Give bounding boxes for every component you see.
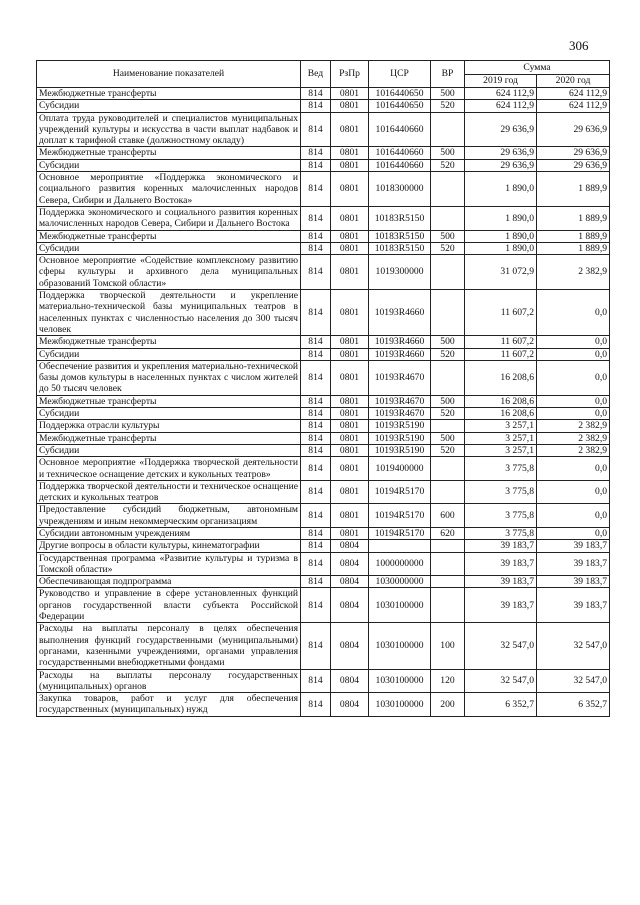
cell-y2020: 32 547,0 bbox=[537, 623, 610, 669]
cell-rzpr: 0801 bbox=[331, 230, 369, 242]
table-row bbox=[37, 147, 610, 159]
cell-y2020: 0,0 bbox=[537, 395, 610, 407]
cell-y2019: 29 636,9 bbox=[465, 112, 537, 147]
cell-y2020: 29 636,9 bbox=[537, 147, 610, 159]
cell-vr bbox=[431, 588, 465, 623]
cell-vr bbox=[431, 576, 465, 588]
cell-name: Субсидии автономным учреждениям bbox=[37, 527, 301, 539]
cell-vr: 500 bbox=[431, 336, 465, 348]
cell-name: Межбюджетные трансферты bbox=[37, 147, 301, 159]
cell-y2019: 3 257,1 bbox=[465, 444, 537, 456]
cell-name: Поддержка экономического и социального развития коренных малочисленных народов Севера, Сибири и Дальнего Востока bbox=[37, 206, 301, 230]
cell-y2020: 2 382,9 bbox=[537, 255, 610, 290]
cell-vr bbox=[431, 172, 465, 207]
cell-name: Поддержка творческой деятельности и техническое оснащение детских и кукольных театров bbox=[37, 480, 301, 504]
cell-name: Оплата труда руководителей и специалистов муниципальных учреждений культуры и искусства в части выплат надбавок и доплат к тарифной ставке (должностному окладу) bbox=[37, 112, 301, 147]
cell-ved: 814 bbox=[301, 88, 331, 100]
cell-y2019: 16 208,6 bbox=[465, 408, 537, 420]
table-row bbox=[37, 693, 610, 717]
cell-rzpr: 0804 bbox=[331, 588, 369, 623]
table-row bbox=[37, 230, 610, 242]
cell-y2019: 1 890,0 bbox=[465, 172, 537, 207]
cell-name: Субсидии bbox=[37, 444, 301, 456]
cell-ved: 814 bbox=[301, 290, 331, 336]
cell-name: Расходы на выплаты персоналу в целях обеспечения выполнения функций государственными (муниципальными) органами, казенными учреждениями, органами управления государственными внебюджетными фондами bbox=[37, 623, 301, 669]
cell-csr: 1016440650 bbox=[369, 88, 431, 100]
cell-vr: 500 bbox=[431, 395, 465, 407]
cell-csr: 1030100000 bbox=[369, 588, 431, 623]
cell-csr: 10183R5150 bbox=[369, 230, 431, 242]
cell-csr bbox=[369, 540, 431, 552]
cell-csr: 10193R4670 bbox=[369, 395, 431, 407]
cell-y2020: 39 183,7 bbox=[537, 552, 610, 576]
table-row bbox=[37, 420, 610, 432]
cell-y2019: 1 890,0 bbox=[465, 230, 537, 242]
cell-rzpr: 0801 bbox=[331, 147, 369, 159]
cell-y2019: 11 607,2 bbox=[465, 336, 537, 348]
cell-y2019: 1 890,0 bbox=[465, 206, 537, 230]
header-sum: Сумма bbox=[465, 61, 610, 75]
cell-ved: 814 bbox=[301, 420, 331, 432]
cell-rzpr: 0801 bbox=[331, 444, 369, 456]
cell-y2020: 0,0 bbox=[537, 504, 610, 528]
cell-y2020: 0,0 bbox=[537, 348, 610, 360]
cell-vr: 100 bbox=[431, 623, 465, 669]
cell-vr: 200 bbox=[431, 693, 465, 717]
cell-rzpr: 0801 bbox=[331, 159, 369, 171]
cell-vr bbox=[431, 420, 465, 432]
cell-vr: 520 bbox=[431, 348, 465, 360]
cell-ved: 814 bbox=[301, 112, 331, 147]
cell-rzpr: 0801 bbox=[331, 420, 369, 432]
table-row bbox=[37, 206, 610, 230]
cell-y2020: 39 183,7 bbox=[537, 588, 610, 623]
table-row bbox=[37, 588, 610, 623]
cell-name: Межбюджетные трансферты bbox=[37, 336, 301, 348]
cell-rzpr: 0801 bbox=[331, 290, 369, 336]
cell-vr bbox=[431, 540, 465, 552]
table-row bbox=[37, 360, 610, 395]
cell-csr: 10193R4670 bbox=[369, 408, 431, 420]
cell-y2019: 32 547,0 bbox=[465, 623, 537, 669]
cell-y2020: 0,0 bbox=[537, 336, 610, 348]
table-body bbox=[37, 88, 610, 717]
cell-name: Другие вопросы в области культуры, кинематографии bbox=[37, 540, 301, 552]
table-row bbox=[37, 348, 610, 360]
cell-name: Обеспечивающая подпрограмма bbox=[37, 576, 301, 588]
table-row bbox=[37, 623, 610, 669]
table-row bbox=[37, 255, 610, 290]
cell-y2020: 0,0 bbox=[537, 457, 610, 481]
cell-csr: 10183R5150 bbox=[369, 242, 431, 254]
cell-ved: 814 bbox=[301, 623, 331, 669]
header-csr: ЦСР bbox=[369, 61, 431, 88]
cell-vr: 500 bbox=[431, 88, 465, 100]
cell-csr: 1016440650 bbox=[369, 100, 431, 112]
cell-y2019: 39 183,7 bbox=[465, 540, 537, 552]
cell-vr bbox=[431, 290, 465, 336]
cell-csr: 10193R4660 bbox=[369, 336, 431, 348]
cell-y2019: 39 183,7 bbox=[465, 576, 537, 588]
cell-rzpr: 0804 bbox=[331, 669, 369, 693]
cell-ved: 814 bbox=[301, 527, 331, 539]
cell-y2019: 11 607,2 bbox=[465, 348, 537, 360]
cell-csr: 10193R5190 bbox=[369, 444, 431, 456]
cell-rzpr: 0801 bbox=[331, 112, 369, 147]
table-row bbox=[37, 100, 610, 112]
cell-ved: 814 bbox=[301, 540, 331, 552]
cell-name: Субсидии bbox=[37, 242, 301, 254]
cell-csr: 1016440660 bbox=[369, 147, 431, 159]
cell-rzpr: 0801 bbox=[331, 395, 369, 407]
cell-y2020: 1 889,9 bbox=[537, 242, 610, 254]
cell-name: Государственная программа «Развитие культуры и туризма в Томской области» bbox=[37, 552, 301, 576]
cell-csr: 10193R4670 bbox=[369, 360, 431, 395]
cell-ved: 814 bbox=[301, 669, 331, 693]
header-2019: 2019 год bbox=[465, 75, 537, 88]
cell-rzpr: 0801 bbox=[331, 360, 369, 395]
cell-csr: 1030100000 bbox=[369, 623, 431, 669]
cell-vr: 520 bbox=[431, 408, 465, 420]
cell-y2019: 3 257,1 bbox=[465, 420, 537, 432]
cell-name: Закупка товаров, работ и услуг для обеспечения государственных (муниципальных) нужд bbox=[37, 693, 301, 717]
cell-ved: 814 bbox=[301, 360, 331, 395]
cell-rzpr: 0801 bbox=[331, 408, 369, 420]
cell-vr: 500 bbox=[431, 230, 465, 242]
cell-ved: 814 bbox=[301, 172, 331, 207]
cell-rzpr: 0804 bbox=[331, 552, 369, 576]
budget-table bbox=[36, 60, 610, 717]
cell-rzpr: 0801 bbox=[331, 336, 369, 348]
cell-y2020: 0,0 bbox=[537, 290, 610, 336]
cell-name: Межбюджетные трансферты bbox=[37, 88, 301, 100]
cell-y2019: 29 636,9 bbox=[465, 159, 537, 171]
cell-rzpr: 0801 bbox=[331, 457, 369, 481]
cell-csr: 1016440660 bbox=[369, 112, 431, 147]
cell-ved: 814 bbox=[301, 576, 331, 588]
cell-y2020: 32 547,0 bbox=[537, 669, 610, 693]
cell-ved: 814 bbox=[301, 444, 331, 456]
cell-csr: 10194R5170 bbox=[369, 504, 431, 528]
cell-ved: 814 bbox=[301, 336, 331, 348]
cell-y2019: 3 775,8 bbox=[465, 504, 537, 528]
cell-rzpr: 0801 bbox=[331, 432, 369, 444]
cell-ved: 814 bbox=[301, 206, 331, 230]
cell-rzpr: 0804 bbox=[331, 576, 369, 588]
cell-y2019: 31 072,9 bbox=[465, 255, 537, 290]
cell-name: Субсидии bbox=[37, 348, 301, 360]
cell-name: Основное мероприятие «Поддержка творческой деятельности и техническое оснащение детских и кукольных театров» bbox=[37, 457, 301, 481]
cell-rzpr: 0801 bbox=[331, 504, 369, 528]
table-row bbox=[37, 242, 610, 254]
cell-y2019: 16 208,6 bbox=[465, 360, 537, 395]
table-row bbox=[37, 552, 610, 576]
cell-ved: 814 bbox=[301, 230, 331, 242]
cell-y2020: 2 382,9 bbox=[537, 432, 610, 444]
header-2020: 2020 год bbox=[537, 75, 610, 88]
cell-y2019: 3 775,8 bbox=[465, 457, 537, 481]
cell-ved: 814 bbox=[301, 100, 331, 112]
header-vr: ВР bbox=[431, 61, 465, 88]
cell-y2019: 6 352,7 bbox=[465, 693, 537, 717]
table-row bbox=[37, 336, 610, 348]
cell-vr bbox=[431, 552, 465, 576]
cell-csr: 10193R4660 bbox=[369, 290, 431, 336]
cell-ved: 814 bbox=[301, 457, 331, 481]
cell-y2020: 6 352,7 bbox=[537, 693, 610, 717]
cell-y2019: 624 112,9 bbox=[465, 100, 537, 112]
cell-ved: 814 bbox=[301, 693, 331, 717]
cell-name: Основное мероприятие «Поддержка экономического и социального развития коренных малочисленных народов Севера, Сибири и Дальнего Востока» bbox=[37, 172, 301, 207]
cell-ved: 814 bbox=[301, 588, 331, 623]
cell-rzpr: 0804 bbox=[331, 623, 369, 669]
cell-ved: 814 bbox=[301, 147, 331, 159]
cell-vr: 520 bbox=[431, 159, 465, 171]
cell-rzpr: 0801 bbox=[331, 348, 369, 360]
cell-y2019: 39 183,7 bbox=[465, 552, 537, 576]
cell-vr: 600 bbox=[431, 504, 465, 528]
cell-y2020: 2 382,9 bbox=[537, 444, 610, 456]
cell-y2019: 39 183,7 bbox=[465, 588, 537, 623]
table-row bbox=[37, 504, 610, 528]
cell-csr: 10194R5170 bbox=[369, 527, 431, 539]
cell-ved: 814 bbox=[301, 432, 331, 444]
table-row bbox=[37, 527, 610, 539]
table-header bbox=[37, 61, 610, 88]
cell-name: Межбюджетные трансферты bbox=[37, 230, 301, 242]
cell-y2020: 39 183,7 bbox=[537, 540, 610, 552]
cell-name: Межбюджетные трансферты bbox=[37, 432, 301, 444]
cell-y2019: 11 607,2 bbox=[465, 290, 537, 336]
cell-y2019: 29 636,9 bbox=[465, 147, 537, 159]
cell-vr bbox=[431, 457, 465, 481]
cell-y2020: 624 112,9 bbox=[537, 88, 610, 100]
cell-name: Руководство и управление в сфере установленных функций органов государственной власти субъекта Российской Федерации bbox=[37, 588, 301, 623]
cell-ved: 814 bbox=[301, 480, 331, 504]
cell-csr: 10193R5190 bbox=[369, 432, 431, 444]
cell-vr: 520 bbox=[431, 242, 465, 254]
cell-csr: 1000000000 bbox=[369, 552, 431, 576]
cell-y2019: 16 208,6 bbox=[465, 395, 537, 407]
cell-vr bbox=[431, 206, 465, 230]
cell-y2019: 624 112,9 bbox=[465, 88, 537, 100]
cell-y2020: 0,0 bbox=[537, 408, 610, 420]
cell-rzpr: 0801 bbox=[331, 242, 369, 254]
cell-y2020: 39 183,7 bbox=[537, 576, 610, 588]
table-row bbox=[37, 457, 610, 481]
cell-ved: 814 bbox=[301, 255, 331, 290]
cell-csr: 10193R5190 bbox=[369, 420, 431, 432]
cell-ved: 814 bbox=[301, 552, 331, 576]
header-rzpr: РзПр bbox=[331, 61, 369, 88]
cell-ved: 814 bbox=[301, 504, 331, 528]
cell-y2019: 3 775,8 bbox=[465, 527, 537, 539]
cell-y2020: 0,0 bbox=[537, 527, 610, 539]
cell-y2020: 624 112,9 bbox=[537, 100, 610, 112]
page-number: 306 bbox=[569, 38, 589, 53]
cell-vr: 620 bbox=[431, 527, 465, 539]
cell-csr: 1019300000 bbox=[369, 255, 431, 290]
table-row bbox=[37, 159, 610, 171]
cell-vr: 500 bbox=[431, 432, 465, 444]
cell-rzpr: 0801 bbox=[331, 88, 369, 100]
cell-vr: 120 bbox=[431, 669, 465, 693]
cell-y2020: 1 889,9 bbox=[537, 230, 610, 242]
cell-ved: 814 bbox=[301, 242, 331, 254]
cell-name: Обеспечение развития и укрепления материально-технической базы домов культуры в населенных пунктах с числом жителей до 50 тысяч человек bbox=[37, 360, 301, 395]
cell-name: Субсидии bbox=[37, 408, 301, 420]
cell-y2020: 29 636,9 bbox=[537, 112, 610, 147]
cell-rzpr: 0801 bbox=[331, 480, 369, 504]
cell-csr: 1019400000 bbox=[369, 457, 431, 481]
cell-vr: 520 bbox=[431, 100, 465, 112]
cell-y2019: 3 257,1 bbox=[465, 432, 537, 444]
cell-csr: 1030100000 bbox=[369, 669, 431, 693]
table-row bbox=[37, 576, 610, 588]
cell-y2020: 1 889,9 bbox=[537, 172, 610, 207]
cell-rzpr: 0801 bbox=[331, 255, 369, 290]
cell-y2019: 3 775,8 bbox=[465, 480, 537, 504]
cell-csr: 1030000000 bbox=[369, 576, 431, 588]
cell-ved: 814 bbox=[301, 408, 331, 420]
cell-csr: 10193R4660 bbox=[369, 348, 431, 360]
cell-csr: 10194R5170 bbox=[369, 480, 431, 504]
cell-csr: 1030100000 bbox=[369, 693, 431, 717]
cell-rzpr: 0804 bbox=[331, 693, 369, 717]
cell-name: Субсидии bbox=[37, 159, 301, 171]
cell-name: Субсидии bbox=[37, 100, 301, 112]
cell-rzpr: 0804 bbox=[331, 540, 369, 552]
cell-y2020: 0,0 bbox=[537, 480, 610, 504]
table-row bbox=[37, 444, 610, 456]
cell-name: Межбюджетные трансферты bbox=[37, 395, 301, 407]
header-name: Наименование показателей bbox=[37, 61, 301, 88]
table-row bbox=[37, 540, 610, 552]
cell-csr: 10183R5150 bbox=[369, 206, 431, 230]
table-row bbox=[37, 172, 610, 207]
cell-csr: 1016440660 bbox=[369, 159, 431, 171]
cell-rzpr: 0801 bbox=[331, 100, 369, 112]
table-row bbox=[37, 432, 610, 444]
cell-vr: 500 bbox=[431, 147, 465, 159]
table-row bbox=[37, 290, 610, 336]
table-row bbox=[37, 88, 610, 100]
table-row bbox=[37, 669, 610, 693]
cell-y2020: 2 382,9 bbox=[537, 420, 610, 432]
cell-y2019: 1 890,0 bbox=[465, 242, 537, 254]
table-row bbox=[37, 480, 610, 504]
cell-name: Расходы на выплаты персоналу государственных (муниципальных) органов bbox=[37, 669, 301, 693]
cell-y2020: 1 889,9 bbox=[537, 206, 610, 230]
cell-csr: 1018300000 bbox=[369, 172, 431, 207]
cell-y2020: 0,0 bbox=[537, 360, 610, 395]
cell-name: Предоставление субсидий бюджетным, автономным учреждениям и иным некоммерческим организациям bbox=[37, 504, 301, 528]
cell-ved: 814 bbox=[301, 348, 331, 360]
cell-ved: 814 bbox=[301, 395, 331, 407]
header-ved: Вед bbox=[301, 61, 331, 88]
table-row bbox=[37, 112, 610, 147]
cell-vr bbox=[431, 255, 465, 290]
cell-vr: 520 bbox=[431, 444, 465, 456]
cell-vr bbox=[431, 480, 465, 504]
cell-vr bbox=[431, 112, 465, 147]
cell-ved: 814 bbox=[301, 159, 331, 171]
cell-name: Основное мероприятие «Содействие комплексному развитию сферы культуры и архивного дела муниципальных образований Томской области» bbox=[37, 255, 301, 290]
table-row bbox=[37, 408, 610, 420]
cell-rzpr: 0801 bbox=[331, 172, 369, 207]
cell-rzpr: 0801 bbox=[331, 206, 369, 230]
cell-y2019: 32 547,0 bbox=[465, 669, 537, 693]
cell-name: Поддержка творческой деятельности и укрепление материально-технической базы муниципальных театров в населенных пунктах с численностью населения до 300 тысяч человек bbox=[37, 290, 301, 336]
cell-rzpr: 0801 bbox=[331, 527, 369, 539]
cell-name: Поддержка отрасли культуры bbox=[37, 420, 301, 432]
table-row bbox=[37, 395, 610, 407]
cell-y2020: 29 636,9 bbox=[537, 159, 610, 171]
cell-vr bbox=[431, 360, 465, 395]
